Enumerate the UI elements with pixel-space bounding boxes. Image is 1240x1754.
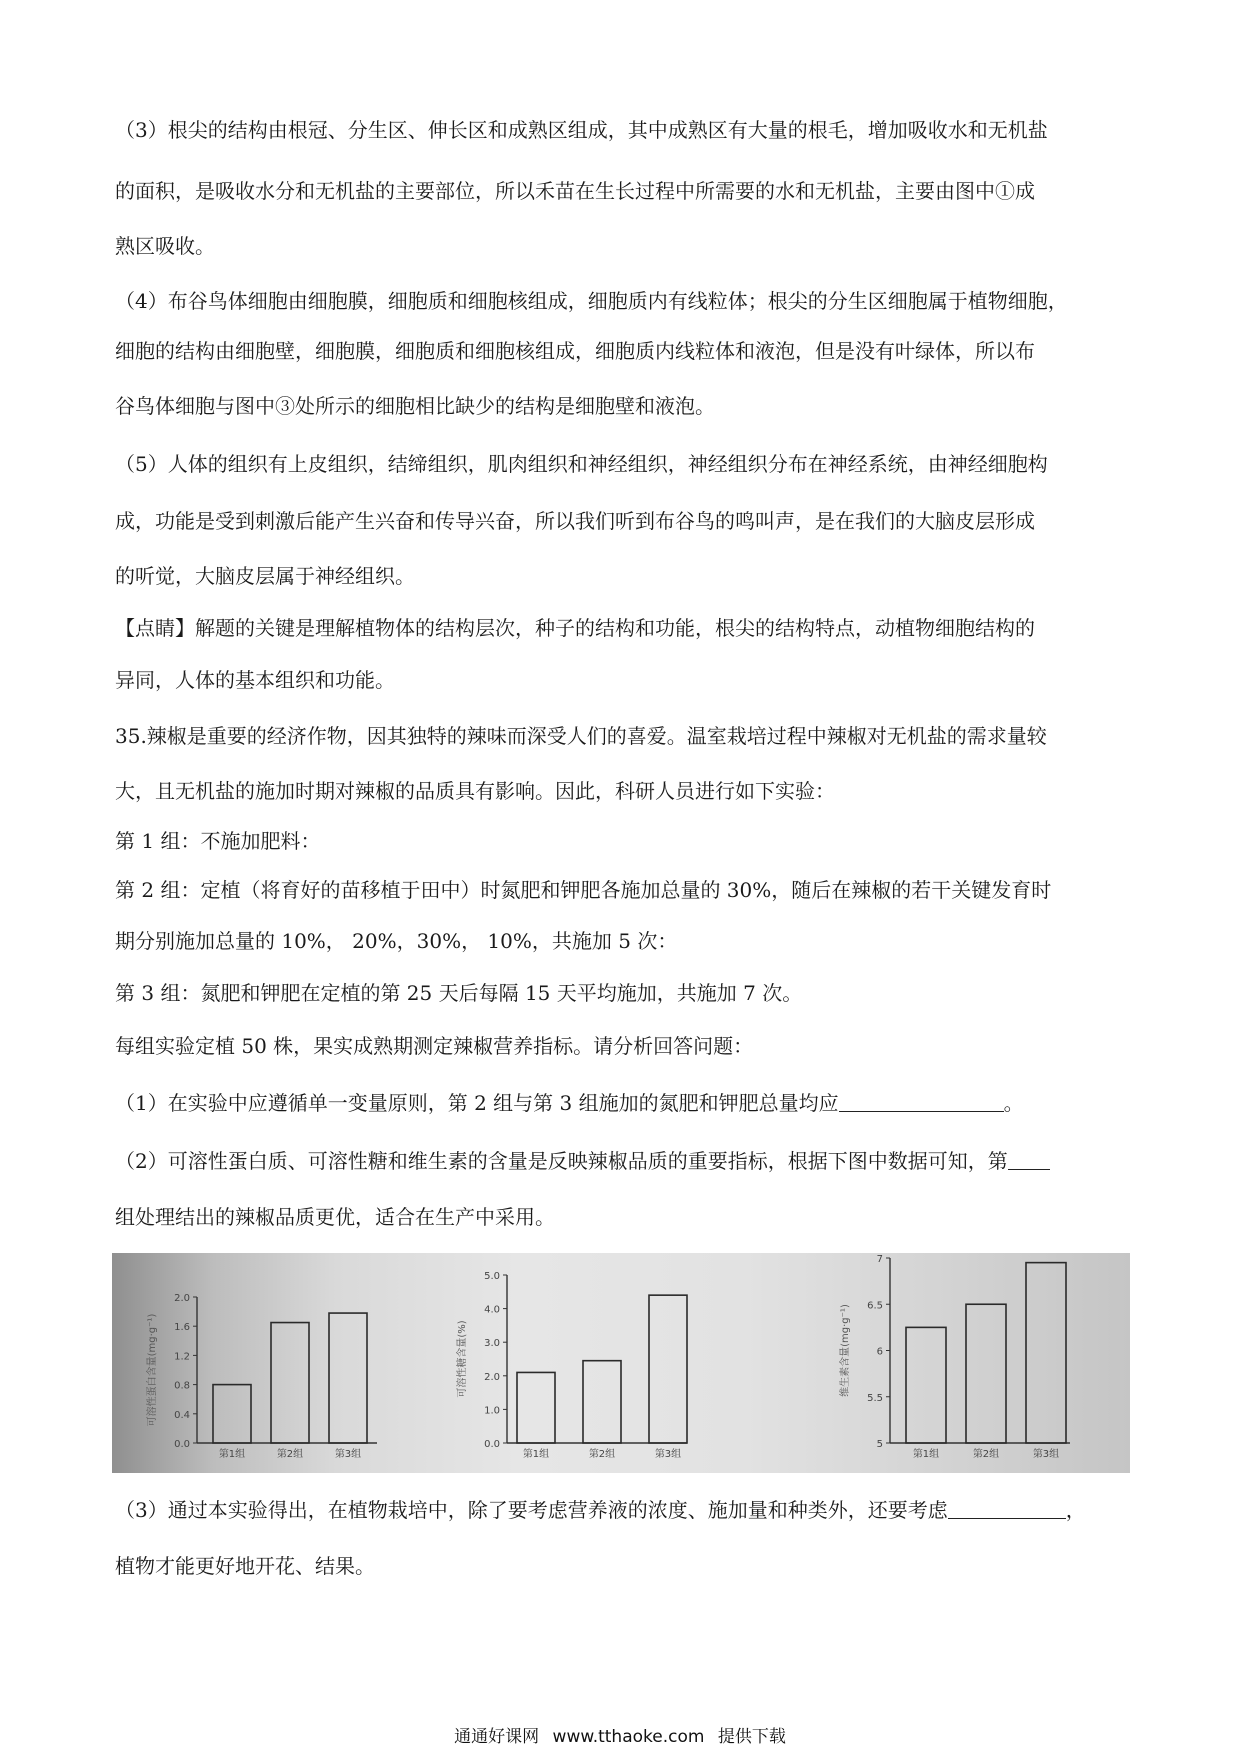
y-tick-label: 1.2 xyxy=(174,1351,190,1363)
paragraph-line: 成，功能是受到刺激后能产生兴奋和传导兴奋，所以我们听到布谷鸟的鸣叫声，是在我们的大脑皮层形成 xyxy=(115,509,1035,533)
y-axis-label: 可溶性糖含量(%) xyxy=(457,1320,468,1398)
x-tick-label: 第2组 xyxy=(276,1449,304,1460)
y-tick-label: 6 xyxy=(876,1346,883,1358)
x-tick-label: 第3组 xyxy=(654,1449,682,1460)
y-tick-label: 2.0 xyxy=(484,1371,500,1383)
y-axis-label: 维生素含量(mg·g⁻¹) xyxy=(840,1304,851,1397)
answer-blank-1[interactable] xyxy=(839,1091,1004,1112)
x-tick-label: 第1组 xyxy=(912,1449,940,1460)
y-tick-label: 7 xyxy=(876,1254,883,1265)
y-tick-label: 6.5 xyxy=(867,1300,883,1312)
chart-photo xyxy=(112,1253,1130,1473)
x-tick-label: 第2组 xyxy=(588,1449,616,1460)
x-tick-label: 第1组 xyxy=(522,1449,550,1460)
paragraph-line: 35.辣椒是重要的经济作物，因其独特的辣味而深受人们的喜爱。温室栽培过程中辣椒对无机盐的需求量较 xyxy=(115,724,1047,748)
question-1 xyxy=(115,1090,1024,1116)
paragraph-line: 第 3 组：氮肥和钾肥在定植的第 25 天后每隔 15 天平均施加，共施加 7 次。 xyxy=(115,981,803,1005)
y-tick-label: 2.0 xyxy=(174,1293,190,1304)
paragraph-line: 大，且无机盐的施加时期对辣椒的品质具有影响。因此，科研人员进行如下实验： xyxy=(115,779,835,803)
y-tick-label: 1.6 xyxy=(174,1322,190,1334)
paragraph-line: 期分别施加总量的 10%， 20%，30%， 10%，共施加 5 次： xyxy=(115,929,678,953)
question-2-text: （2）可溶性蛋白质、可溶性糖和维生素的含量是反映辣椒品质的重要指标，根据下图中数据可知，第 xyxy=(115,1149,1008,1173)
paragraph-line: 【点睛】解题的关键是理解植物体的结构层次，种子的结构和功能，根尖的结构特点，动植物细胞结构的 xyxy=(115,616,1035,640)
x-tick-label: 第1组 xyxy=(218,1449,246,1460)
bar xyxy=(649,1295,687,1443)
y-tick-label: 1.0 xyxy=(484,1405,500,1417)
y-tick-label: 5 xyxy=(876,1439,883,1450)
question-1-end: 。 xyxy=(1003,1091,1024,1115)
question-2-line2: 组处理结出的辣椒品质更优，适合在生产中采用。 xyxy=(115,1205,555,1229)
paragraph-line: 第 2 组：定植（将育好的苗移植于田中）时氮肥和钾肥各施加总量的 30%，随后在辣椒的若干关键发育时 xyxy=(115,878,1052,902)
x-tick-label: 第2组 xyxy=(972,1449,1000,1460)
paragraph-line: 的面积，是吸收水分和无机盐的主要部位，所以禾苗在生长过程中所需要的水和无机盐，主要由图中①成 xyxy=(115,179,1035,203)
bar xyxy=(271,1323,309,1443)
question-3-text: （3）通过本实验得出，在植物栽培中，除了要考虑营养液的浓度、施加量和种类外，还要考虑 xyxy=(115,1498,948,1522)
y-axis-label: 可溶性蛋白含量(mg·g⁻¹) xyxy=(147,1313,158,1427)
paragraph-line: 第 1 组：不施加肥料： xyxy=(115,829,321,853)
question-2 xyxy=(115,1148,1050,1174)
bar xyxy=(329,1313,367,1443)
footer xyxy=(0,1722,1240,1747)
bar xyxy=(583,1361,621,1443)
paragraph-line: 异同，人体的基本组织和功能。 xyxy=(115,668,395,692)
bar xyxy=(966,1304,1006,1443)
question-3-line2: 植物才能更好地开花、结果。 xyxy=(115,1554,375,1578)
y-tick-label: 3.0 xyxy=(484,1338,500,1350)
paragraph-line: 的听觉，大脑皮层属于神经组织。 xyxy=(115,564,415,588)
x-tick-label: 第3组 xyxy=(1032,1449,1060,1460)
question-1-text: （1）在实验中应遵循单一变量原则，第 2 组与第 3 组施加的氮肥和钾肥总量均应 xyxy=(115,1091,839,1115)
y-tick-label: 5.5 xyxy=(867,1392,883,1404)
bar xyxy=(1026,1263,1066,1443)
question-3 xyxy=(115,1497,1086,1523)
y-tick-label: 0.8 xyxy=(174,1380,190,1392)
y-tick-label: 0.4 xyxy=(174,1409,190,1421)
paragraph-line: 熟区吸收。 xyxy=(115,234,215,258)
bar xyxy=(906,1327,946,1443)
paragraph-line: （3）根尖的结构由根冠、分生区、伸长区和成熟区组成，其中成熟区有大量的根毛，增加吸收水和无机盐 xyxy=(115,118,1048,142)
bar-charts xyxy=(112,1253,1130,1473)
y-tick-label: 0.0 xyxy=(174,1439,190,1450)
paragraph-line: 谷鸟体细胞与图中③处所示的细胞相比缺少的结构是细胞壁和液泡。 xyxy=(115,394,715,418)
question-3-end: ， xyxy=(1065,1498,1086,1522)
y-tick-label: 0.0 xyxy=(484,1439,500,1450)
paragraph-line: 细胞的结构由细胞壁，细胞膜，细胞质和细胞核组成，细胞质内线粒体和液泡，但是没有叶绿体，所以布 xyxy=(115,339,1035,363)
y-tick-label: 5.0 xyxy=(484,1271,500,1282)
paragraph-line: （4）布谷鸟体细胞由细胞膜，细胞质和细胞核组成，细胞质内有线粒体；根尖的分生区细胞属于植物细胞， xyxy=(115,289,1068,313)
answer-blank-2[interactable] xyxy=(1008,1149,1050,1170)
paragraph-line: 每组实验定植 50 株，果实成熟期测定辣椒营养指标。请分析回答问题： xyxy=(115,1034,754,1058)
footer-site: 通通好课网 xyxy=(454,1727,540,1747)
paragraph-line: （5）人体的组织有上皮组织，结缔组织，肌肉组织和神经组织，神经组织分布在神经系统，由神经细胞构 xyxy=(115,452,1048,476)
footer-note: 提供下载 xyxy=(717,1727,786,1747)
y-tick-label: 4.0 xyxy=(484,1304,500,1316)
x-tick-label: 第3组 xyxy=(334,1449,362,1460)
footer-url[interactable]: www.tthaoke.com xyxy=(552,1727,705,1747)
bar xyxy=(213,1385,251,1443)
bar xyxy=(517,1372,555,1443)
answer-blank-3[interactable] xyxy=(948,1498,1066,1519)
